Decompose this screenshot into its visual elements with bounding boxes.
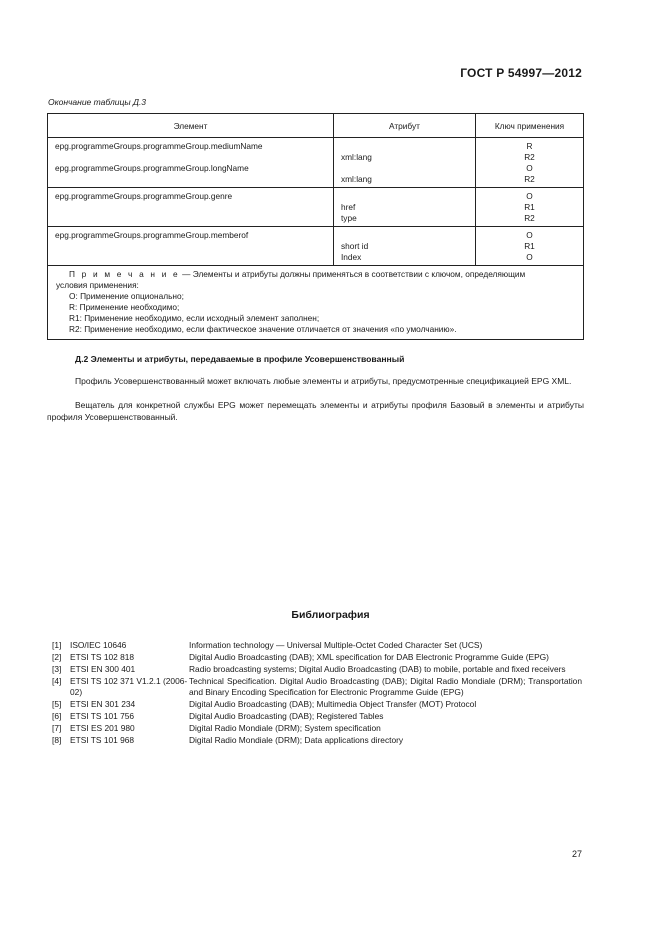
- note-line: R2: Применение необходимо, если фактическое значение отличается от значения «по умолчанию».: [69, 324, 457, 334]
- attribute-name: Index: [341, 252, 362, 262]
- note-line: условия применения:: [56, 280, 139, 290]
- attribute-cell: [334, 188, 476, 227]
- attributes-table: [47, 113, 584, 340]
- key-value: R2: [524, 213, 535, 223]
- attribute-name: type: [341, 213, 357, 223]
- bibliography-entry: [6] ETSI TS 101 756 Digital Audio Broadcasting (DAB); Registered Tables: [52, 711, 384, 721]
- element-cell: [48, 138, 334, 188]
- bibliography-entry: [3] ETSI EN 300 401 Radio broadcasting systems; Digital Audio Broadcasting (DAB) to mobile, portable and fixed receivers: [52, 664, 566, 674]
- paragraph: Вещатель для конкретной службы EPG может перемещать элементы и атрибуты профиля Базовый в элементы и атрибуты профиля Усовершенствованный.: [47, 400, 584, 422]
- key-value: R1: [524, 202, 535, 212]
- table-caption: Окончание таблицы Д.3: [48, 97, 147, 107]
- key-value: R1: [524, 241, 535, 251]
- note-line: O: Применение опционально;: [69, 291, 184, 301]
- element-name: epg.programmeGroups.programmeGroup.memberof: [55, 230, 249, 240]
- section-heading: Д.2 Элементы и атрибуты, передаваемые в профиле Усовершенствованный: [75, 354, 405, 364]
- element-cell: [48, 227, 334, 266]
- attribute-name: xml:lang: [341, 174, 372, 184]
- standard-designation: ГОСТ Р 54997—2012: [460, 66, 582, 80]
- element-name: epg.programmeGroups.programmeGroup.longName: [55, 163, 249, 173]
- bibliography-list: [52, 640, 582, 747]
- paragraph: Профиль Усовершенствованный может включать любые элементы и атрибуты, предусмотренные спецификацией EPG XML.: [75, 376, 572, 386]
- element-name: epg.programmeGroups.programmeGroup.mediumName: [55, 141, 263, 151]
- attribute-name: href: [341, 202, 356, 212]
- column-header-element: Элемент: [48, 114, 334, 138]
- column-header-attribute: Атрибут: [334, 114, 476, 138]
- key-value: R2: [524, 152, 535, 162]
- element-cell: [48, 188, 334, 227]
- attribute-cell: [334, 138, 476, 188]
- attribute-name: short id: [341, 241, 369, 251]
- bibliography-entry: [5] ETSI EN 301 234 Digital Audio Broadcasting (DAB); Multimedia Object Transfer (MOT) Protocol: [52, 699, 477, 709]
- attribute-cell: [334, 227, 476, 266]
- attribute-name: xml:lang: [341, 152, 372, 162]
- note-label: П р и м е ч а н и е: [69, 269, 180, 279]
- key-value: O: [526, 230, 533, 240]
- bibliography-title: Библиография: [291, 609, 370, 621]
- table-note-row: [48, 266, 584, 340]
- table-header-row: [48, 114, 584, 138]
- key-cell: [476, 138, 584, 188]
- key-cell: [476, 188, 584, 227]
- bibliography-entry: [2] ETSI TS 102 818 Digital Audio Broadcasting (DAB); XML specification for DAB Electronic Programme Guide (EPG): [52, 652, 549, 662]
- key-value: O: [526, 191, 533, 201]
- bibliography-entry: [1] ISO/IEC 10646 Information technology — Universal Multiple-Octet Coded Character Set (UCS): [52, 640, 483, 650]
- note-line: R: Применение необходимо;: [69, 302, 180, 312]
- page-number: 27: [571, 849, 582, 859]
- key-value: R: [526, 141, 533, 151]
- table-row: [48, 138, 584, 188]
- key-value: O: [526, 252, 533, 262]
- bibliography-entry: [8] ETSI TS 101 968 Digital Radio Mondiale (DRM); Data applications directory: [52, 735, 404, 745]
- key-value: O: [526, 163, 533, 173]
- table-note: [48, 266, 584, 340]
- bibliography-entry: [7] ETSI ES 201 980 Digital Radio Mondiale (DRM); System specification: [52, 723, 381, 733]
- table-row: [48, 188, 584, 227]
- column-header-key: Ключ применения: [476, 114, 584, 138]
- bibliography-entry: [4] ETSI TS 102 371 V1.2.1 (2006-02) Technical Specification. Digital Audio Broadcasting (DAB); Digital Radio Mondiale (DRM); Transportation and Binary Encoding Specification for Electronic Programme Guide (EPG): [52, 676, 582, 697]
- element-name: epg.programmeGroups.programmeGroup.genre: [55, 191, 233, 201]
- key-cell: [476, 227, 584, 266]
- note-line: R1: Применение необходимо, если исходный элемент заполнен;: [69, 313, 320, 323]
- table-row: [48, 227, 584, 266]
- key-value: R2: [524, 174, 535, 184]
- note-text: — Элементы и атрибуты должны применяться в соответствии с ключом, определяющим: [179, 269, 526, 279]
